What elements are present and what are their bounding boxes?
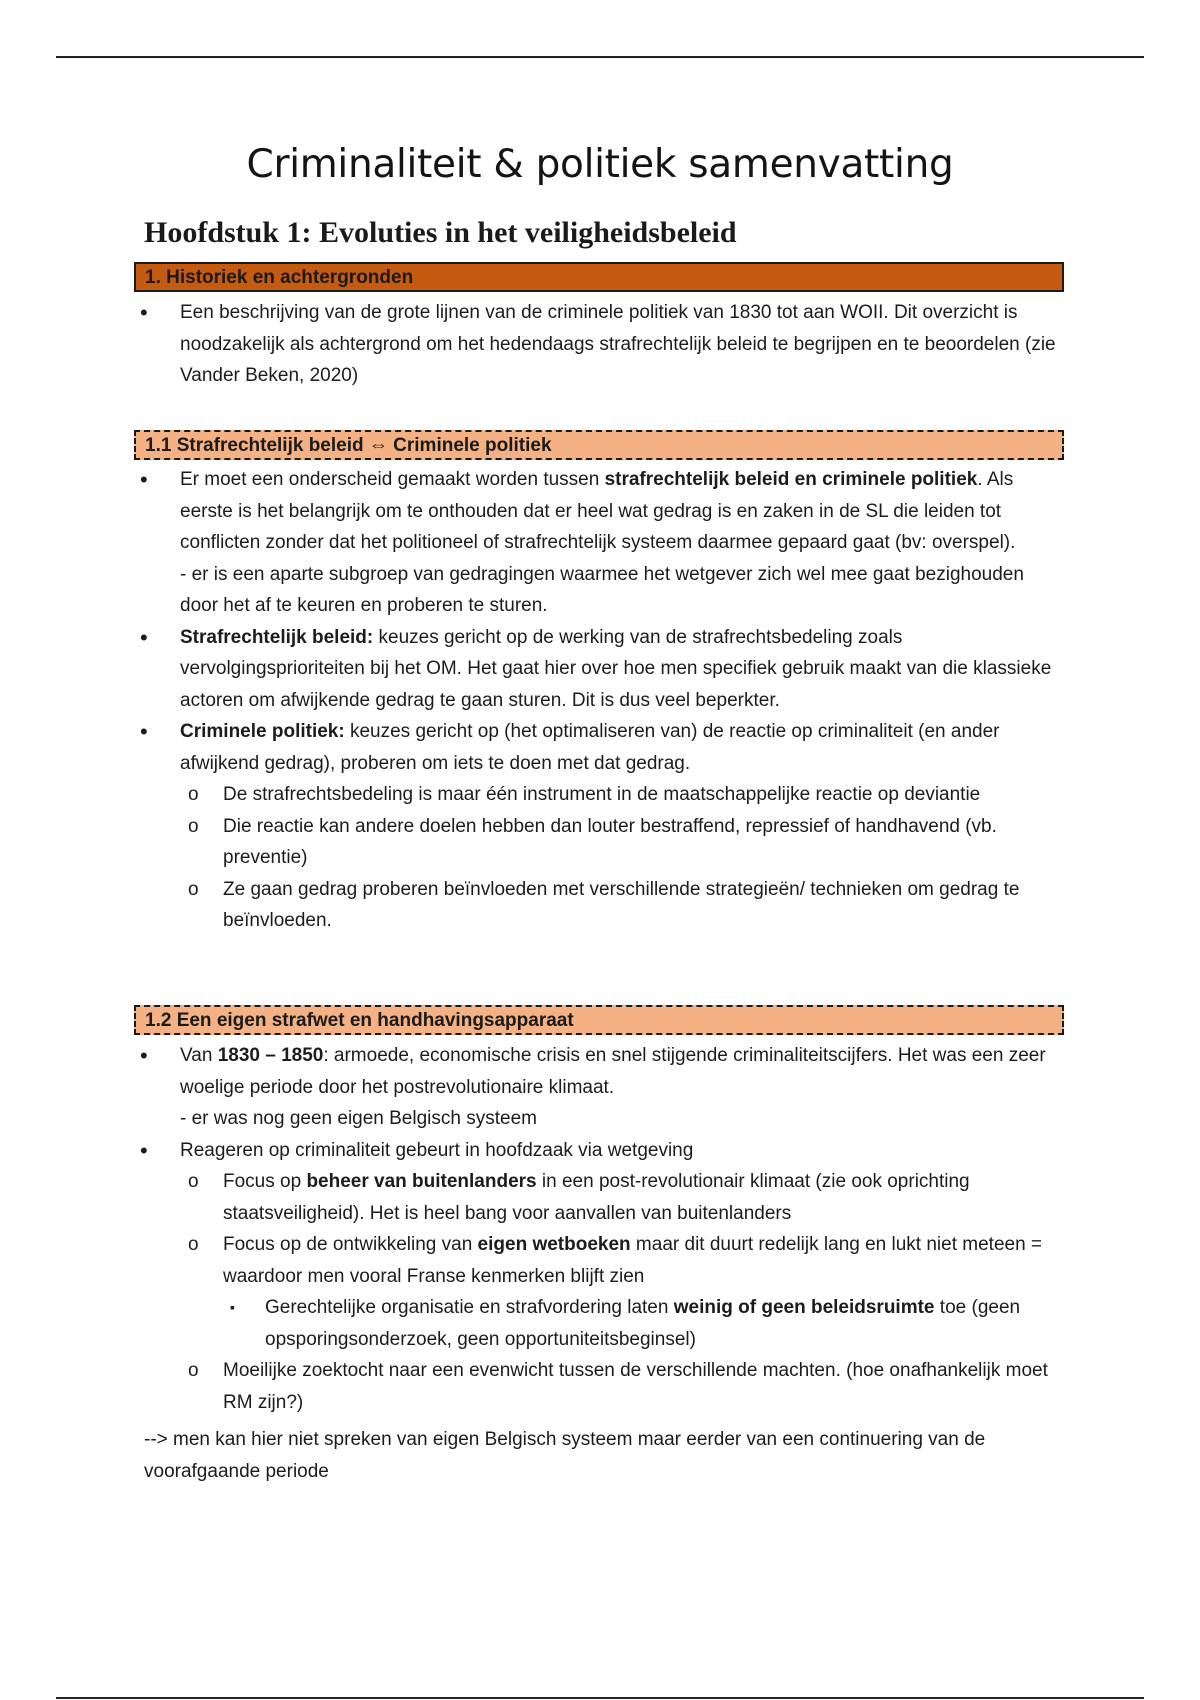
sub-list-item: o Ze gaan gedrag proberen beïnvloeden met verschillende strategieën/ technieken om gedrag te beïnvloeden. [134, 874, 1064, 937]
bullet-marker: • [140, 1043, 148, 1068]
bullet-marker: • [140, 467, 148, 492]
list-item: • Criminele politiek: keuzes gericht op (het optimaliseren van) de reactie op criminaliteit (en ander afwijkend gedrag), proberen om iets te doen met dat gedrag. [134, 716, 1064, 779]
conclusion-paragraph: --> men kan hier niet spreken van eigen Belgisch systeem maar eerder van een continuering van de voorafgaande periode [144, 1429, 986, 1482]
list-item: • Reageren op criminaliteit gebeurt in hoofdzaak via wetgeving [134, 1135, 1064, 1167]
top-rule [56, 56, 1144, 58]
list-item: • Een beschrijving van de grote lijnen van de criminele politiek van 1830 tot aan WOII. Dit overzicht is noodzakelijk als achtergrond om het hedendaags strafrechtelijk beleid te begrijpen en te beoordelen (zie Vander Beken, 2020) [134, 297, 1064, 392]
bullet-marker: • [140, 624, 148, 650]
circle-marker: o [188, 878, 199, 900]
bullet-marker: • [140, 1137, 148, 1163]
list-item: • Van 1830 – 1850: armoede, economische crisis en snel stijgende criminaliteitscijfers. Het was een zeer woelige periode door het postrevolutionaire klimaat. [134, 1040, 1064, 1103]
chapter-heading: Hoofdstuk 1: Evoluties in het veiligheidsbeleid [144, 216, 737, 249]
circle-marker: o [188, 1171, 199, 1192]
square-marker: ▪ [230, 1299, 235, 1315]
list-item-continuation: - er was nog geen eigen Belgisch systeem [180, 1108, 537, 1129]
section-heading-historiek: 1. Historiek en achtergronden [134, 262, 1064, 292]
section-body-eigen-strafwet [134, 1040, 1064, 1487]
sub-list-item: o De strafrechtsbedeling is maar één instrument in de maatschappelijke reactie op deviantie [134, 779, 1064, 811]
section-heading-eigen-strafwet: 1.2 Een eigen strafwet en handhavingsapparaat [134, 1005, 1064, 1035]
bullet-marker: • [140, 719, 148, 744]
circle-marker: o [188, 815, 199, 837]
list-item: • Strafrechtelijk beleid: keuzes gericht op de werking van de strafrechtsbedeling zoals vervolgingsprioriteiten bij het OM. Het gaat hier over hoe men specifiek gebruik maakt van die klassieke actoren om afwijkende gedrag te gaan sturen. Dit is dus veel beperkter. [134, 622, 1064, 717]
bullet-marker: • [140, 300, 148, 325]
circle-marker: o [188, 784, 199, 805]
sub-list-item: o Moeilijke zoektocht naar een evenwicht tussen de verschillende machten. (hoe onafhankelijk moet RM zijn?) [134, 1355, 1064, 1418]
section-heading-strafrechtelijk-beleid: 1.1 Strafrechtelijk beleid ⇔ Criminele politiek [134, 430, 1064, 460]
sub-sub-list-item: ▪ Gerechtelijke organisatie en strafvordering laten weinig of geen beleidsruimte toe (geen opsporingsonderzoek, geen opportuniteitsbeginsel) [134, 1292, 1064, 1355]
list-item-continuation: - er is een aparte subgroep van gedragingen waarmee het wetgever zich wel mee gaat bezighouden door het af te keuren en proberen te sturen. [180, 563, 1024, 616]
section-body-historiek [134, 297, 1064, 392]
document-title: Criminaliteit & politiek samenvatting [246, 142, 954, 187]
sub-list-item: o Focus op de ontwikkeling van eigen wetboeken maar dit duurt redelijk lang en lukt niet meteen = waardoor men vooral Franse kenmerken blijft zien [134, 1229, 1064, 1292]
circle-marker: o [188, 1360, 199, 1381]
section-body-strafrechtelijk-beleid [134, 464, 1064, 937]
bottom-rule [56, 1697, 1144, 1699]
list-item: • Er moet een onderscheid gemaakt worden tussen strafrechtelijk beleid en criminele politiek. Als eerste is het belangrijk om te onthouden dat er heel wat gedrag is en zaken in de SL die leiden tot conflicten zonder dat het politioneel of strafrechtelijk systeem daarmee gepaard gaat (bv: overspel). [134, 464, 1064, 559]
circle-marker: o [188, 1234, 199, 1255]
sub-list-item: o Focus op beheer van buitenlanders in een post-revolutionair klimaat (zie ook oprichting staatsveiligheid). Het is heel bang voor aanvallen van buitenlanders [134, 1166, 1064, 1229]
sub-list-item: o Die reactie kan andere doelen hebben dan louter bestraffend, repressief of handhavend (vb. preventie) [134, 811, 1064, 874]
